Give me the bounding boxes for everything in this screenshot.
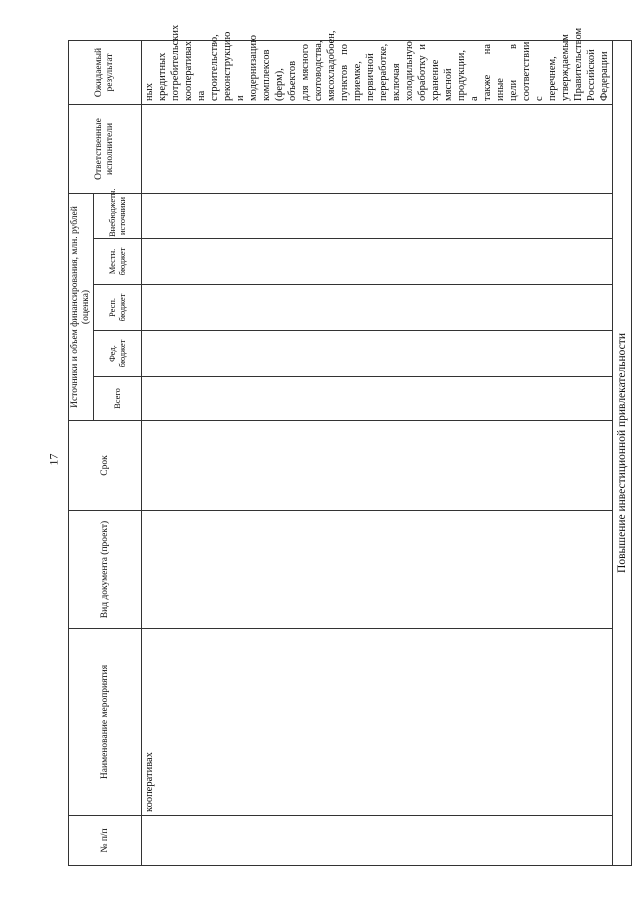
- result-line: пунктов по: [339, 43, 350, 101]
- result-line: строительство,: [209, 34, 220, 101]
- section-title: Повышение инвестиционной привлекательности: [613, 40, 632, 865]
- result-line: перечнем,: [547, 56, 558, 101]
- result-line: ных кредитных: [144, 52, 168, 101]
- result-line: Российской: [586, 49, 597, 101]
- result-line: утверждаемым: [560, 34, 571, 101]
- result-line: Федерации: [599, 51, 610, 101]
- result-line: комплексов: [261, 49, 272, 101]
- result-line: обработку и: [417, 43, 428, 101]
- result-line: хранение мясной: [430, 59, 454, 101]
- header-responsible: Ответственные исполнители: [69, 104, 142, 193]
- row-num: [142, 816, 613, 866]
- result-line: скотоводства,: [313, 40, 324, 101]
- header-doc: Вид документа (проект): [69, 511, 142, 629]
- result-line: первичной: [365, 53, 376, 101]
- header-term: Срок: [69, 421, 142, 511]
- result-line: включая: [391, 63, 402, 101]
- result-line: для мясного: [300, 43, 311, 101]
- result-line: продукции, а: [456, 49, 480, 101]
- result-line: реконструкцию и: [222, 31, 246, 101]
- result-line: соответствии с: [521, 41, 545, 101]
- row-fed: [142, 331, 613, 377]
- result-line: также на иные: [482, 43, 506, 101]
- header-extra-budget: Внебюджетн. источники: [94, 193, 142, 238]
- row-name: кооперативах: [142, 629, 613, 816]
- measures-table: [68, 24, 632, 866]
- row-result: [142, 24, 613, 104]
- header-local-budget: Местн. бюджет: [94, 239, 142, 285]
- page-number: 17: [46, 453, 61, 466]
- result-line: холодильную: [404, 41, 415, 101]
- result-line: кооперативах на: [183, 41, 207, 101]
- row-total: [142, 377, 613, 421]
- row-rep: [142, 285, 613, 331]
- row-doc: [142, 511, 613, 629]
- row-responsible: [142, 104, 613, 193]
- rotated-page: [68, 24, 628, 866]
- result-line: цели в: [508, 43, 519, 101]
- result-line: мясохладобоен,: [326, 30, 337, 101]
- result-line: переработке,: [378, 43, 389, 101]
- header-total: Всего: [94, 377, 142, 421]
- row-extra: [142, 193, 613, 238]
- result-line: потребительских: [170, 24, 181, 101]
- header-num: № п/п: [69, 816, 142, 866]
- header-fed-budget: Фед. бюджет: [94, 331, 142, 377]
- row-local: [142, 239, 613, 285]
- result-line: (ферм), объектов: [274, 60, 298, 101]
- header-rep-budget: Респ. бюджет: [94, 285, 142, 331]
- header-name: Наименование мероприятия: [69, 629, 142, 816]
- header-result: Ожидаемый результат: [69, 40, 142, 104]
- result-line: приемке,: [352, 61, 363, 101]
- header-funding: Источники и объем финансирования, млн. рублей (оценка): [69, 193, 94, 420]
- result-line: модернизацию: [248, 35, 259, 101]
- result-line: Правительством: [573, 27, 584, 101]
- row-term: [142, 421, 613, 511]
